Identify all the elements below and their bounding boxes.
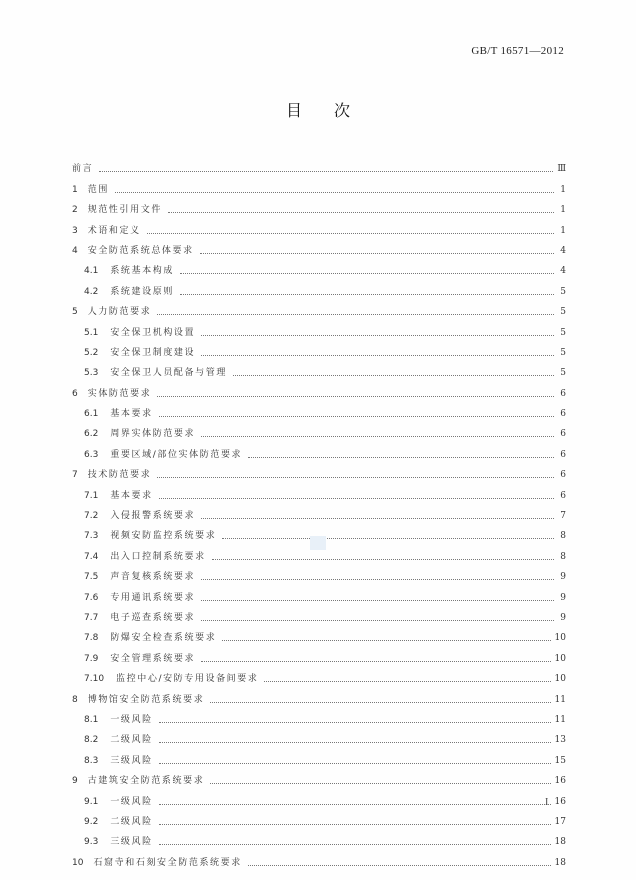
toc-entry-page: 5	[560, 307, 566, 318]
toc-entry-number: 8	[72, 694, 78, 705]
toc-entry-title: 一级风险	[110, 714, 153, 725]
toc-entry-number: 3	[72, 225, 78, 236]
dot-leader	[222, 639, 550, 641]
toc-entry-number: 9.2	[84, 816, 99, 827]
toc-entry[interactable]	[72, 623, 566, 643]
toc-entry-page: 6	[560, 470, 566, 481]
toc-entry[interactable]	[72, 399, 566, 419]
dot-leader	[157, 313, 554, 315]
toc-entry-number: 8.1	[84, 714, 99, 725]
toc-entry[interactable]	[72, 807, 566, 827]
toc-entry-title: 安全防范系统总体要求	[87, 245, 194, 256]
toc-entry[interactable]	[72, 766, 566, 786]
dot-leader	[201, 517, 554, 519]
dot-leader	[159, 415, 554, 417]
toc-entry-number: 7.7	[84, 612, 99, 623]
dot-leader	[115, 191, 554, 193]
toc-entry-title: 周界实体防范要求	[110, 429, 196, 440]
toc-entry-title: 出入口控制系统要求	[110, 551, 206, 562]
toc-entry-number: 7.1	[84, 490, 99, 501]
toc-entry-number: 8.2	[84, 735, 99, 746]
toc-entry[interactable]	[72, 419, 566, 439]
dot-leader	[201, 660, 550, 662]
toc-entry[interactable]	[72, 603, 566, 623]
dot-leader	[210, 701, 550, 703]
toc-entry-title: 视频安防监控系统要求	[110, 531, 217, 542]
dot-leader	[264, 680, 550, 682]
dot-leader	[248, 456, 554, 458]
toc-entry-page: 13	[554, 735, 566, 746]
toc-entry[interactable]	[72, 684, 566, 704]
toc-entry-page: 11	[554, 714, 566, 725]
toc-entry-title: 一级风险	[110, 796, 153, 807]
toc-entry-title: 技术防范要求	[87, 470, 152, 481]
toc-entry-title: 实体防范要求	[87, 388, 152, 399]
toc-entry-page: 7	[560, 511, 566, 522]
toc-entry[interactable]	[72, 195, 566, 215]
toc-entry[interactable]	[72, 664, 566, 684]
toc-entry-page: 1	[560, 205, 566, 216]
dot-leader	[180, 293, 554, 295]
toc-entry-page: 18	[554, 837, 566, 848]
dot-leader	[168, 211, 554, 213]
toc-entry-title: 石窟寺和石刻安全防范系统要求	[93, 857, 242, 868]
toc-entry-title: 声音复核系统要求	[110, 572, 196, 583]
toc-entry[interactable]	[72, 705, 566, 725]
toc-entry-page: 8	[560, 551, 566, 562]
toc-entry-title: 专用通讯系统要求	[110, 592, 196, 603]
dot-leader	[159, 843, 551, 845]
dot-leader	[200, 252, 554, 254]
toc-entry-page: 4	[560, 245, 566, 256]
toc-entry-page: 10	[554, 633, 566, 644]
toc-entry[interactable]	[72, 480, 566, 500]
toc-entry[interactable]	[72, 236, 566, 256]
toc-entry[interactable]	[72, 582, 566, 602]
toc-entry-number: 7.4	[84, 551, 99, 562]
toc-entry[interactable]	[72, 745, 566, 765]
toc-entry[interactable]	[72, 276, 566, 296]
toc-entry-number: 7.3	[84, 531, 99, 542]
dot-leader	[159, 762, 551, 764]
toc-entry-number: 7.2	[84, 511, 99, 522]
page-number: I	[545, 797, 549, 808]
dot-leader	[201, 578, 554, 580]
dot-leader	[99, 170, 553, 172]
toc-entry-number: 1	[72, 184, 78, 195]
toc-entry-title: 系统基本构成	[110, 266, 174, 277]
dot-leader	[201, 619, 554, 621]
dot-leader	[201, 599, 554, 601]
dot-leader	[248, 864, 551, 866]
toc-entry-title: 系统建设原则	[110, 286, 174, 297]
dot-leader	[159, 803, 551, 805]
toc-entry-title: 博物馆安全防范系统要求	[87, 694, 205, 705]
toc-entry-number: 6	[72, 388, 78, 399]
toc-entry-page: 15	[554, 755, 566, 766]
toc-entry[interactable]	[72, 847, 566, 867]
toc-entry-title: 重要区域/部位实体防范要求	[110, 449, 243, 460]
toc-entry[interactable]	[72, 460, 566, 480]
toc-entry-title: 前言	[72, 164, 94, 175]
toc-entry-number: 10	[72, 857, 84, 868]
toc-entry-page: 10	[554, 653, 566, 664]
toc-entry[interactable]	[72, 562, 566, 582]
dot-leader	[233, 374, 554, 376]
toc-entry-page: 1	[560, 184, 566, 195]
toc-entry[interactable]	[72, 786, 566, 806]
toc-entry-page: 4	[560, 266, 566, 277]
toc-entry-number: 6.2	[84, 429, 99, 440]
toc-entry[interactable]	[72, 725, 566, 745]
toc-entry-page: Ⅲ	[557, 164, 566, 175]
dot-leader	[212, 558, 554, 560]
scan-artifact	[310, 536, 326, 550]
toc-entry-number: 9.3	[84, 837, 99, 848]
dot-leader	[201, 334, 554, 336]
toc-entry-number: 8.3	[84, 755, 99, 766]
dot-leader	[159, 721, 551, 723]
dot-leader	[147, 232, 554, 234]
toc-entry-page: 8	[560, 531, 566, 542]
toc-entry[interactable]	[72, 643, 566, 663]
toc-entry[interactable]	[72, 501, 566, 521]
toc-entry-number: 5.1	[84, 327, 99, 338]
toc-entry-number: 7.10	[84, 674, 105, 685]
toc-entry[interactable]	[72, 358, 566, 378]
toc-entry-number: 5	[72, 307, 78, 318]
toc-entry-title: 电子巡查系统要求	[110, 612, 196, 623]
toc-entry[interactable]	[72, 378, 566, 398]
toc-entry-page: 17	[554, 816, 566, 827]
toc-entry-title: 三级风险	[110, 837, 153, 848]
toc-entry-page: 9	[560, 572, 566, 583]
toc-entry-page: 5	[560, 286, 566, 297]
toc-entry-page: 6	[560, 490, 566, 501]
toc-entry-number: 7.8	[84, 633, 99, 644]
toc-entry-title: 术语和定义	[87, 225, 141, 236]
toc-entry-title: 安全管理系统要求	[110, 653, 196, 664]
toc-entry-page: 16	[554, 776, 566, 787]
toc-entry-title: 二级风险	[110, 735, 153, 746]
toc-entry-title: 入侵报警系统要求	[110, 511, 196, 522]
toc-entry-page: 6	[560, 388, 566, 399]
toc-entry-number: 4.1	[84, 266, 99, 277]
toc-entry-page: 9	[560, 612, 566, 623]
toc-entry-page: 5	[560, 347, 566, 358]
toc-entry-number: 7	[72, 470, 78, 481]
table-of-contents	[72, 154, 566, 868]
toc-entry[interactable]	[72, 827, 566, 847]
toc-entry[interactable]	[72, 174, 566, 194]
page-title: 目次	[285, 101, 382, 120]
dot-leader	[159, 823, 551, 825]
toc-entry-title: 监控中心/安防专用设备间要求	[116, 674, 259, 685]
toc-entry-page: 9	[560, 592, 566, 603]
toc-entry-number: 7.6	[84, 592, 99, 603]
toc-entry-title: 规范性引用文件	[87, 205, 162, 216]
dot-leader	[210, 782, 550, 784]
toc-entry[interactable]	[72, 317, 566, 337]
toc-entry-title: 基本要求	[110, 490, 153, 501]
toc-entry[interactable]	[72, 439, 566, 459]
toc-entry-page: 11	[554, 694, 566, 705]
toc-entry[interactable]	[72, 338, 566, 358]
toc-entry-title: 安全保卫人员配备与管理	[110, 368, 227, 379]
toc-entry-number: 4	[72, 245, 78, 256]
toc-entry-number: 5.3	[84, 368, 99, 379]
toc-entry-page: 6	[560, 409, 566, 420]
toc-entry-title: 二级风险	[110, 816, 153, 827]
standard-code: GB/T 16571—2012	[471, 45, 564, 57]
dot-leader	[159, 497, 554, 499]
toc-entry-page: 1	[560, 225, 566, 236]
toc-entry-page: 5	[560, 368, 566, 379]
toc-entry[interactable]	[72, 154, 566, 174]
toc-entry-page: 18	[554, 857, 566, 868]
toc-entry-number: 6.1	[84, 409, 99, 420]
toc-entry-title: 古建筑安全防范系统要求	[87, 776, 205, 787]
toc-entry[interactable]	[72, 215, 566, 235]
toc-entry-page: 5	[560, 327, 566, 338]
toc-entry-number: 2	[72, 205, 78, 216]
dot-leader	[222, 537, 554, 539]
toc-entry-title: 基本要求	[110, 409, 153, 420]
toc-entry-number: 5.2	[84, 347, 99, 358]
toc-entry-number: 7.5	[84, 572, 99, 583]
toc-entry-title: 三级风险	[110, 755, 153, 766]
toc-entry-title: 安全保卫制度建设	[110, 347, 196, 358]
dot-leader	[157, 476, 554, 478]
dot-leader	[180, 272, 554, 274]
toc-entry-page: 6	[560, 449, 566, 460]
toc-entry-number: 6.3	[84, 449, 99, 460]
toc-entry-title: 人力防范要求	[87, 307, 152, 318]
toc-entry-page: 16	[554, 796, 566, 807]
toc-entry[interactable]	[72, 256, 566, 276]
dot-leader	[201, 354, 554, 356]
toc-entry-number: 4.2	[84, 286, 99, 297]
dot-leader	[159, 741, 551, 743]
toc-entry[interactable]	[72, 297, 566, 317]
toc-entry-number: 7.9	[84, 653, 99, 664]
dot-leader	[201, 435, 554, 437]
dot-leader	[157, 395, 554, 397]
toc-entry-number: 9.1	[84, 796, 99, 807]
toc-entry-title: 安全保卫机构设置	[110, 327, 196, 338]
toc-entry-title: 防爆安全检查系统要求	[110, 633, 217, 644]
toc-entry-page: 10	[554, 674, 566, 685]
toc-entry-title: 范围	[87, 184, 109, 195]
toc-entry-page: 6	[560, 429, 566, 440]
toc-entry-number: 9	[72, 776, 78, 787]
